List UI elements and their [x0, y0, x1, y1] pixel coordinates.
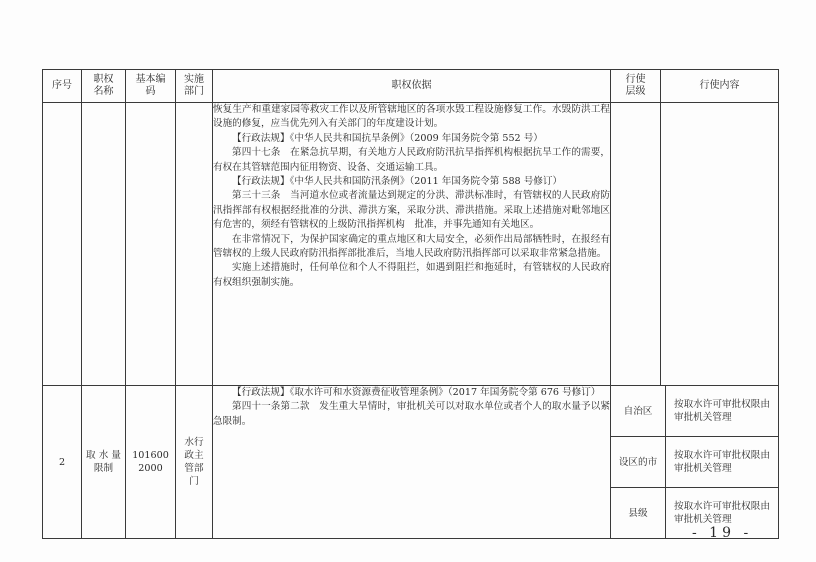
basis-paragraph: 实施上述措施时，任何单位和个人不得阻拦，如遇到阻拦和拖延时，有管辖权的人民政府有权组织强制实施。: [213, 262, 610, 288]
row2-code-line2: 2000: [138, 463, 163, 474]
header-code: [126, 70, 176, 103]
basis-paragraph: 恢复生产和重建家园等救灾工作以及所管辖地区的各项水毁工程设施修复工作。水毁防洪工程设施的修复，应当优先列入有关部门的年度建设计划。: [213, 104, 610, 130]
row2-seq: [43, 386, 82, 539]
row1-name: [82, 103, 126, 386]
row2-dept-line1: 水行: [184, 437, 204, 448]
row2-dept-line2: 政主: [184, 450, 204, 461]
header-basis-label: 职权依据: [391, 80, 432, 91]
header-dept: [176, 70, 213, 103]
page-number: - 19 -: [692, 525, 753, 541]
content-cell: 按取水许可审批权限由审批机关管理: [674, 501, 770, 525]
row2-seq-value: 2: [58, 456, 66, 468]
header-content-label: 行使内容: [699, 80, 740, 91]
basis-paragraph: 第四十一条第二款 发生重大旱情时，审批机关可以对取水单位或者个人的取水量予以紧急限制。: [213, 401, 610, 427]
row2-dept: [176, 386, 213, 539]
row1-content: [661, 103, 779, 386]
header-dept-line1: 实施: [184, 74, 204, 85]
header-seq-label: 序号: [52, 80, 72, 91]
row2-dept-line4: 门: [189, 476, 199, 487]
row1-level: [611, 103, 661, 386]
row2-basis: [213, 386, 611, 539]
header-level-line1: 行使: [625, 74, 646, 85]
level-cell: 县级: [611, 488, 666, 539]
basis-paragraph: 【行政法规】《取水许可和水资源费征收管理条例》（2017 年国务院令第 676 号修订）: [232, 387, 601, 398]
header-name-line2: 名称: [93, 86, 114, 97]
basis-paragraph: 在非常情况下，为保护国家确定的重点地区和大局安全，必须作出局部牺牲时，在报经有管辖权的上级人民政府防汛指挥部批准后，当地人民政府防汛指挥部可以采取非常紧急措施。: [213, 233, 610, 260]
header-level: [611, 70, 661, 103]
row2-name: [82, 386, 126, 539]
row1-dept: [176, 103, 213, 386]
header-content: [661, 70, 779, 103]
row2-name-line2: 限制: [93, 463, 114, 474]
level-row: [611, 437, 778, 488]
header-code-line2: 码: [145, 86, 156, 97]
row1-basis: [213, 103, 611, 386]
row2-name-line1: 取 水 量: [86, 450, 121, 461]
authority-table: [42, 69, 779, 539]
basis-paragraph: 第三十三条 当河道水位或者流量达到规定的分洪、滞洪标准时，有管辖权的人民政府防汛指挥部有权根据经批准的分洪、滞洪方案，采取分洪、滞洪措施。采取上述措施对毗邻地区有危害的，须经有管辖权的上级防汛指挥机构 批准，并事先通知有关地区。: [213, 190, 610, 231]
basis-paragraph: 【行政法规】《中华人民共和国抗旱条例》（2009 年国务院令第 552 号）: [232, 132, 543, 144]
header-dept-line2: 部门: [184, 86, 204, 97]
basis-paragraph: 【行政法规】《中华人民共和国防汛条例》（2011 年国务院令第 588 号修订）: [232, 176, 563, 188]
level-row: [611, 386, 778, 437]
level-subtable: [611, 386, 778, 538]
header-name-line1: 职权: [93, 74, 114, 85]
row1-seq: [43, 103, 82, 386]
row2-dept-line3: 管部: [184, 463, 204, 474]
level-cell: 自治区: [611, 386, 666, 437]
table-row: [43, 386, 779, 539]
content-cell: 按取水许可审批权限由审批机关管理: [666, 437, 779, 488]
content-cell: 按取水许可审批权限由审批机关管理: [666, 386, 779, 437]
row1-code: [126, 103, 176, 386]
row2-code: [126, 386, 176, 539]
basis-paragraph: 第四十七条 在紧急抗旱期，有关地方人民政府防汛抗旱指挥机构根据抗旱工作的需要，有权在其管辖范围内征用物资、设备、交通运输工具。: [213, 147, 610, 173]
row2-level-content: [611, 386, 779, 539]
header-seq: [43, 70, 82, 103]
level-cell: 设区的市: [611, 437, 666, 488]
header-row: [43, 70, 779, 103]
header-basis: [213, 70, 611, 103]
row2-code-line1: 101600: [132, 450, 169, 461]
header-name: [82, 70, 126, 103]
table-row: [43, 103, 779, 386]
header-code-line1: 基本编: [135, 74, 166, 85]
header-level-line2: 层级: [625, 86, 646, 97]
